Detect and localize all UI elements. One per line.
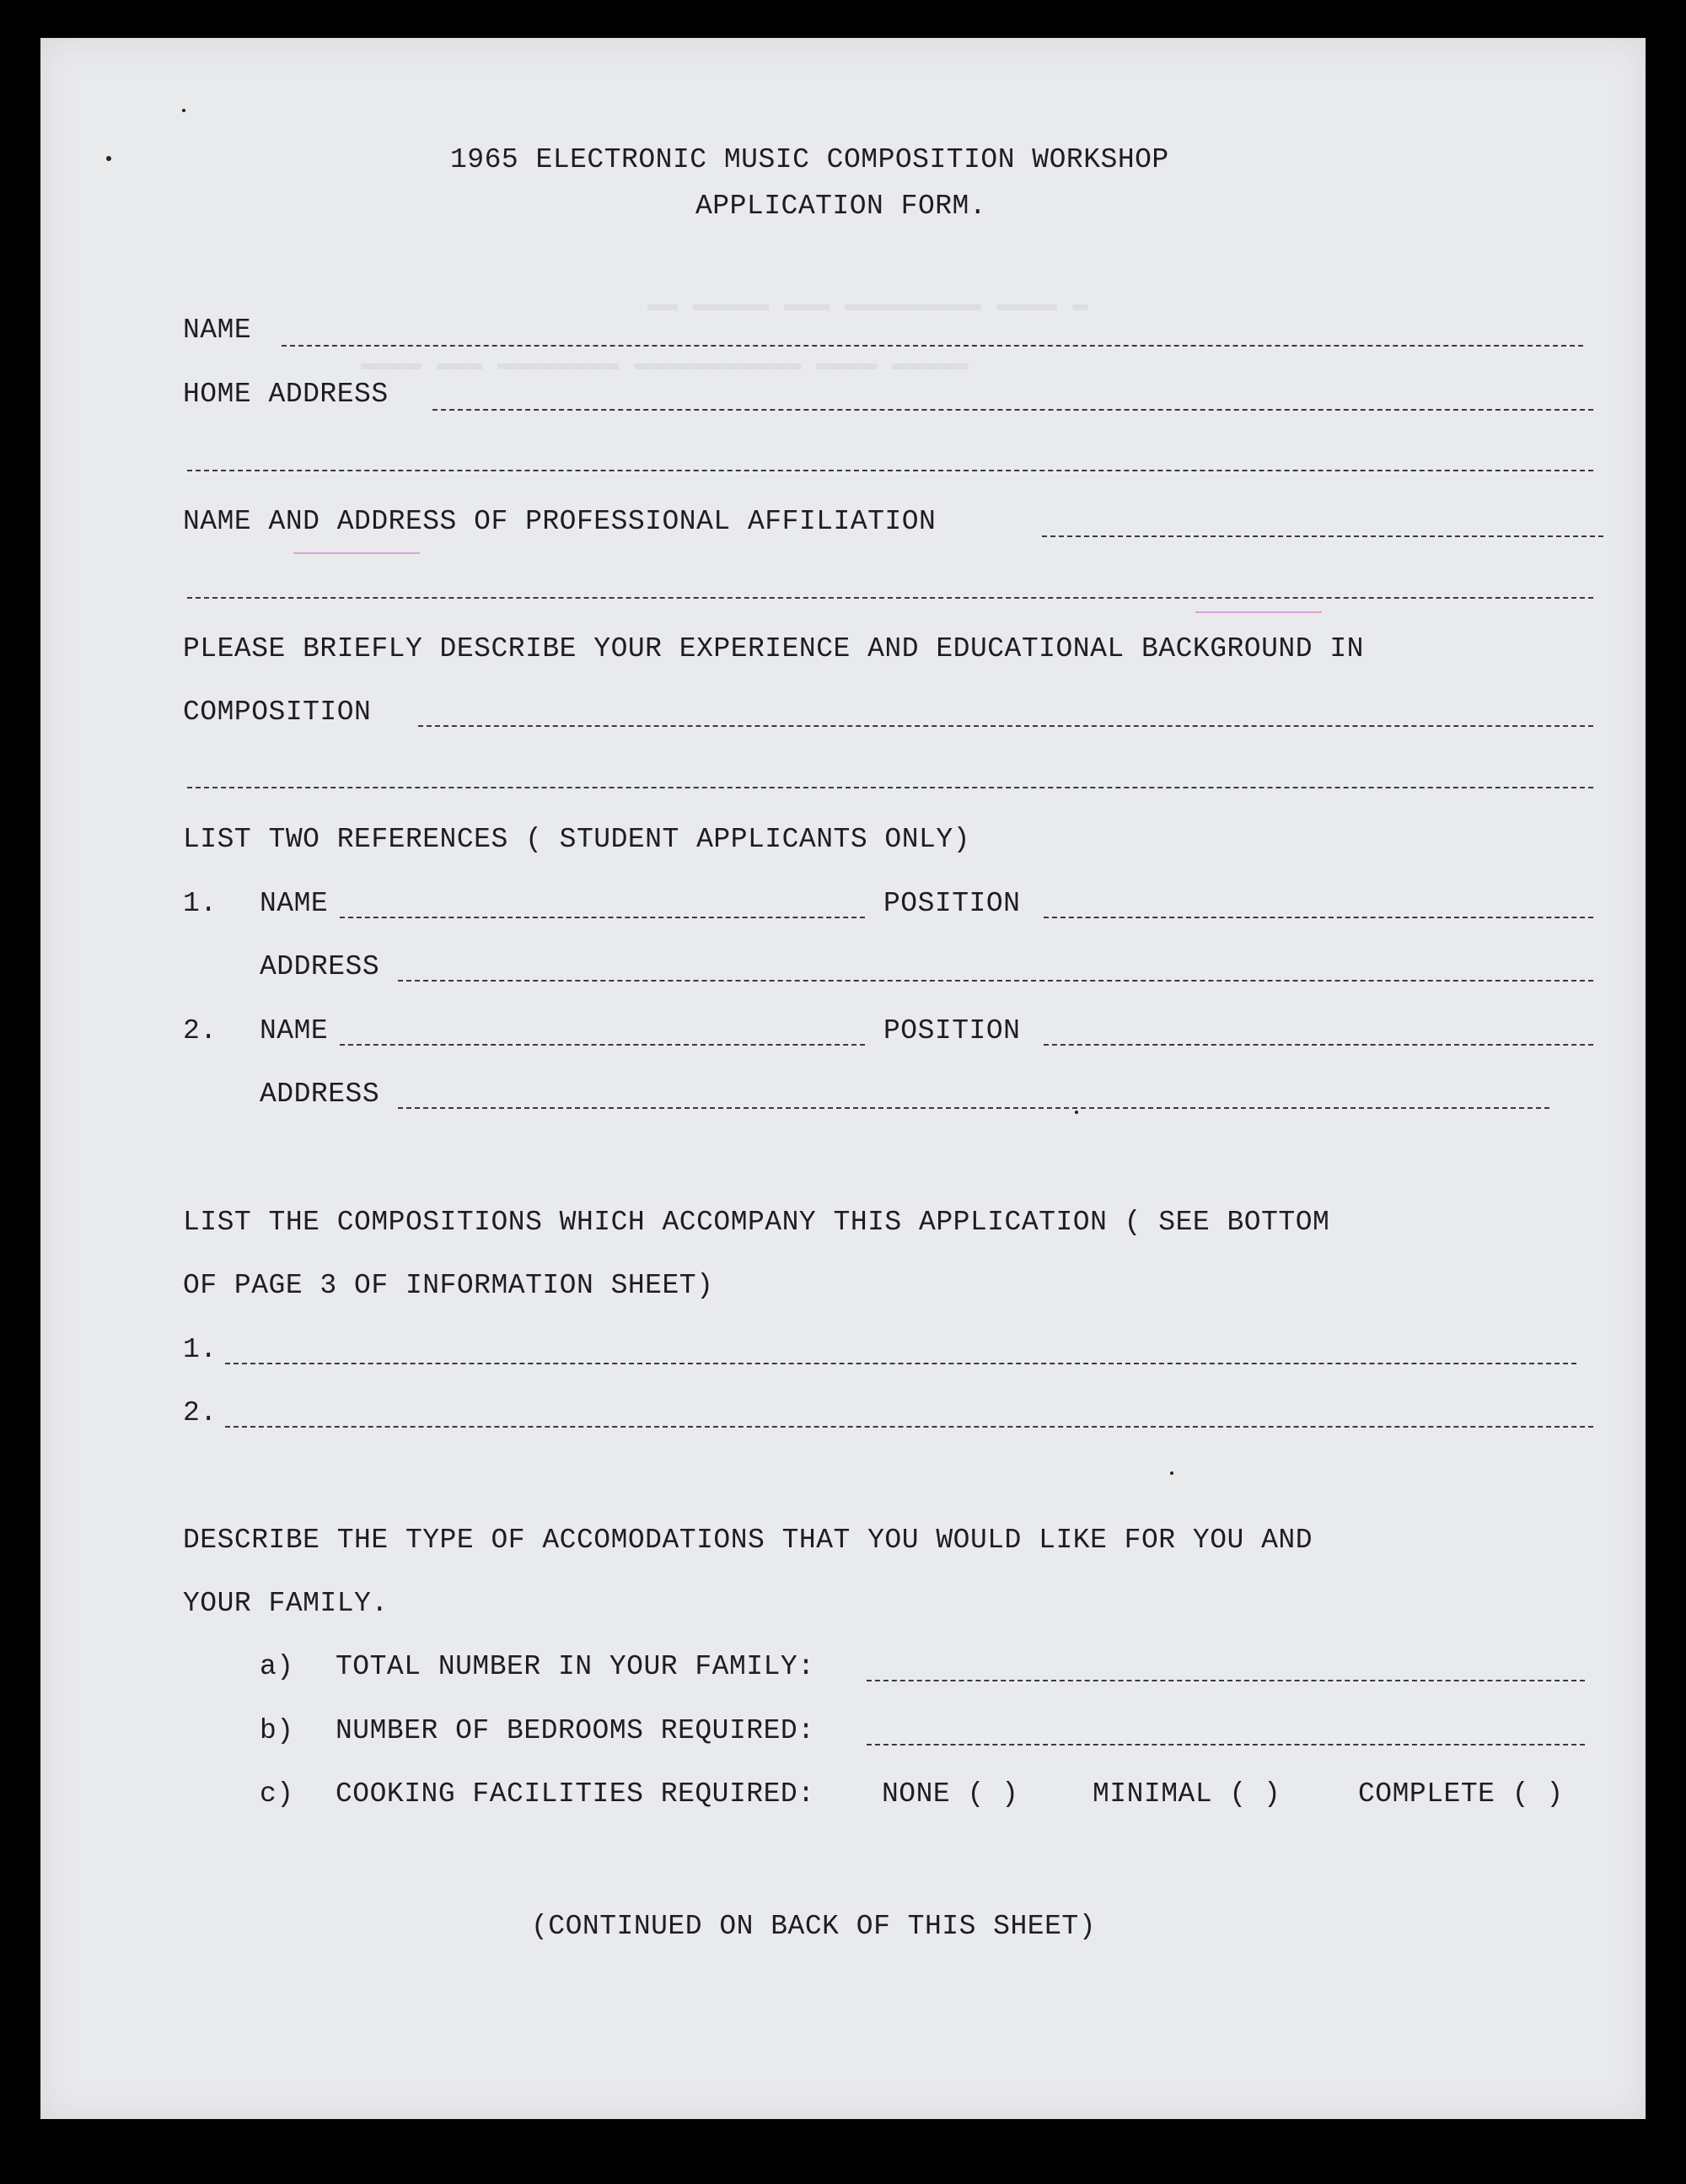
compositions-heading-line2: OF PAGE 3 OF INFORMATION SHEET) bbox=[183, 1270, 714, 1301]
composition-1-number: 1. bbox=[183, 1334, 217, 1365]
reference-1-position-input[interactable] bbox=[1047, 884, 1593, 919]
cooking-facilities-label: COOKING FACILITIES REQUIRED: bbox=[336, 1778, 815, 1810]
reference-1-number: 1. bbox=[183, 888, 217, 919]
speck bbox=[182, 109, 185, 112]
family-total-label: TOTAL NUMBER IN YOUR FAMILY: bbox=[336, 1651, 815, 1682]
experience-input-2[interactable] bbox=[191, 753, 1593, 788]
accommodations-heading-line2: YOUR FAMILY. bbox=[183, 1588, 389, 1619]
reference-2-address-input[interactable] bbox=[401, 1074, 1549, 1110]
experience-prompt-line1: PLEASE BRIEFLY DESCRIBE YOUR EXPERIENCE AND EDUCATIONAL BACKGROUND IN bbox=[183, 633, 1364, 664]
form-title: 1965 ELECTRONIC MUSIC COMPOSITION WORKSHOP bbox=[450, 144, 1169, 175]
speck bbox=[1075, 1111, 1078, 1114]
accommodations-heading-line1: DESCRIBE THE TYPE OF ACCOMODATIONS THAT YOU WOULD LIKE FOR YOU AND bbox=[183, 1525, 1313, 1556]
home-address-input-2[interactable] bbox=[191, 436, 1593, 471]
pink-mark bbox=[293, 552, 420, 554]
reference-2-name-label: NAME bbox=[260, 1015, 329, 1046]
cooking-option-none[interactable]: NONE ( ) bbox=[882, 1778, 1019, 1810]
reference-1-address-label: ADDRESS bbox=[260, 951, 380, 982]
speck bbox=[1170, 1471, 1173, 1475]
reference-1-position-label: POSITION bbox=[883, 888, 1021, 919]
composition-1-input[interactable] bbox=[228, 1330, 1576, 1365]
affiliation-input-1[interactable] bbox=[1045, 503, 1603, 538]
compositions-heading-line1: LIST THE COMPOSITIONS WHICH ACCOMPANY THIS APPLICATION ( SEE BOTTOM bbox=[183, 1207, 1330, 1238]
reference-1-name-input[interactable] bbox=[342, 884, 865, 919]
cooking-option-complete[interactable]: COMPLETE ( ) bbox=[1358, 1778, 1564, 1810]
reference-2-position-input[interactable] bbox=[1047, 1011, 1593, 1046]
home-address-input-1[interactable] bbox=[437, 375, 1595, 411]
family-total-input[interactable] bbox=[870, 1647, 1585, 1682]
experience-input-1[interactable] bbox=[422, 692, 1593, 728]
affiliation-input-2[interactable] bbox=[191, 563, 1593, 599]
reference-1-address-input[interactable] bbox=[401, 947, 1593, 982]
reference-2-position-label: POSITION bbox=[883, 1015, 1021, 1046]
form-subtitle: APPLICATION FORM. bbox=[695, 191, 987, 222]
continued-note: (CONTINUED ON BACK OF THIS SHEET) bbox=[531, 1911, 1097, 1942]
form-sheet bbox=[40, 38, 1646, 2119]
composition-2-number: 2. bbox=[183, 1397, 217, 1428]
accommodations-c-marker: c) bbox=[260, 1778, 294, 1810]
cooking-option-minimal[interactable]: MINIMAL ( ) bbox=[1093, 1778, 1281, 1810]
name-label: NAME bbox=[183, 315, 252, 346]
speck bbox=[106, 156, 111, 161]
bedrooms-input[interactable] bbox=[870, 1711, 1585, 1746]
references-heading: LIST TWO REFERENCES ( STUDENT APPLICANTS ONLY) bbox=[183, 824, 970, 855]
reference-2-number: 2. bbox=[183, 1015, 217, 1046]
experience-prompt-line2: COMPOSITION bbox=[183, 697, 372, 728]
name-input[interactable] bbox=[285, 312, 1587, 347]
pink-mark bbox=[1195, 611, 1322, 613]
reference-2-address-label: ADDRESS bbox=[260, 1079, 380, 1110]
accommodations-b-marker: b) bbox=[260, 1715, 294, 1746]
bedrooms-label: NUMBER OF BEDROOMS REQUIRED: bbox=[336, 1715, 815, 1746]
reference-2-name-input[interactable] bbox=[342, 1011, 865, 1046]
affiliation-label: NAME AND ADDRESS OF PROFESSIONAL AFFILIATION bbox=[183, 506, 937, 537]
reference-1-name-label: NAME bbox=[260, 888, 329, 919]
composition-2-input[interactable] bbox=[228, 1393, 1593, 1428]
home-address-label: HOME ADDRESS bbox=[183, 379, 389, 410]
bleed-through-text: ▬▬▬▬▬ ▬▬▬▬ ▬▬▬▬▬▬▬▬▬▬▬ ▬▬▬▬▬▬▬▬ ▬▬▬ ▬▬▬▬ bbox=[361, 350, 969, 379]
bleed-through-text: ▬ ▬▬▬▬ ▬▬▬▬▬▬▬▬▬ ▬▬▬ ▬▬▬▬▬ ▬▬ bbox=[647, 291, 1088, 320]
accommodations-a-marker: a) bbox=[260, 1651, 294, 1682]
